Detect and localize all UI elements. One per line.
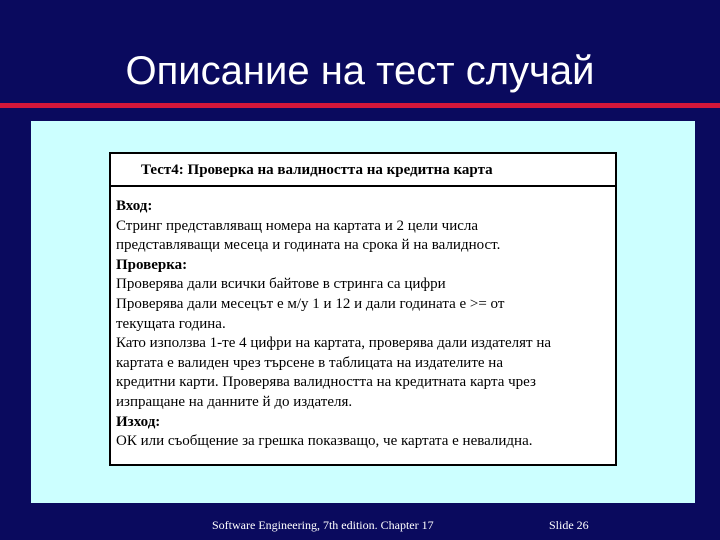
output-line: ОК или съобщение за грешка показващо, че картата е невалидна. (116, 433, 533, 450)
check-line: кредитни карти. Проверява валидността на кредитната карта чрез (116, 374, 536, 391)
footer-book: Software Engineering, 7th edition. Chapter 17 (212, 518, 434, 532)
title-divider (0, 103, 720, 108)
check-line: Като използва 1-те 4 цифри на картата, проверява дали издателят на (116, 335, 552, 352)
check-label: Проверка: (116, 256, 188, 273)
input-line: Стринг представляващ номера на картата и 2 цели числа (116, 217, 479, 234)
test-case-card (109, 152, 617, 466)
test-case-heading: Тест4: Проверка на валидността на кредитна карта (111, 154, 615, 187)
test-case-body (111, 187, 615, 452)
input-label: Вход: (116, 198, 153, 214)
check-line: картата е валиден чрез търсене в таблицата на издателите на (116, 354, 503, 371)
output-label: Изход: (116, 413, 161, 430)
check-line: Проверява дали месецът е м/у 1 и 12 и дали годината е >= от (116, 295, 505, 312)
footer-slide-number: Slide 26 (549, 518, 589, 532)
slide-title: Описание на тест случай (125, 49, 595, 93)
check-line: Проверява дали всички байтове в стринга са цифри (116, 276, 446, 293)
input-line: представляващи месеца и годината на срока й на валидност. (116, 237, 501, 254)
check-line: текущата година. (116, 315, 226, 332)
check-line: изпращане на данните й до издателя. (116, 393, 353, 410)
